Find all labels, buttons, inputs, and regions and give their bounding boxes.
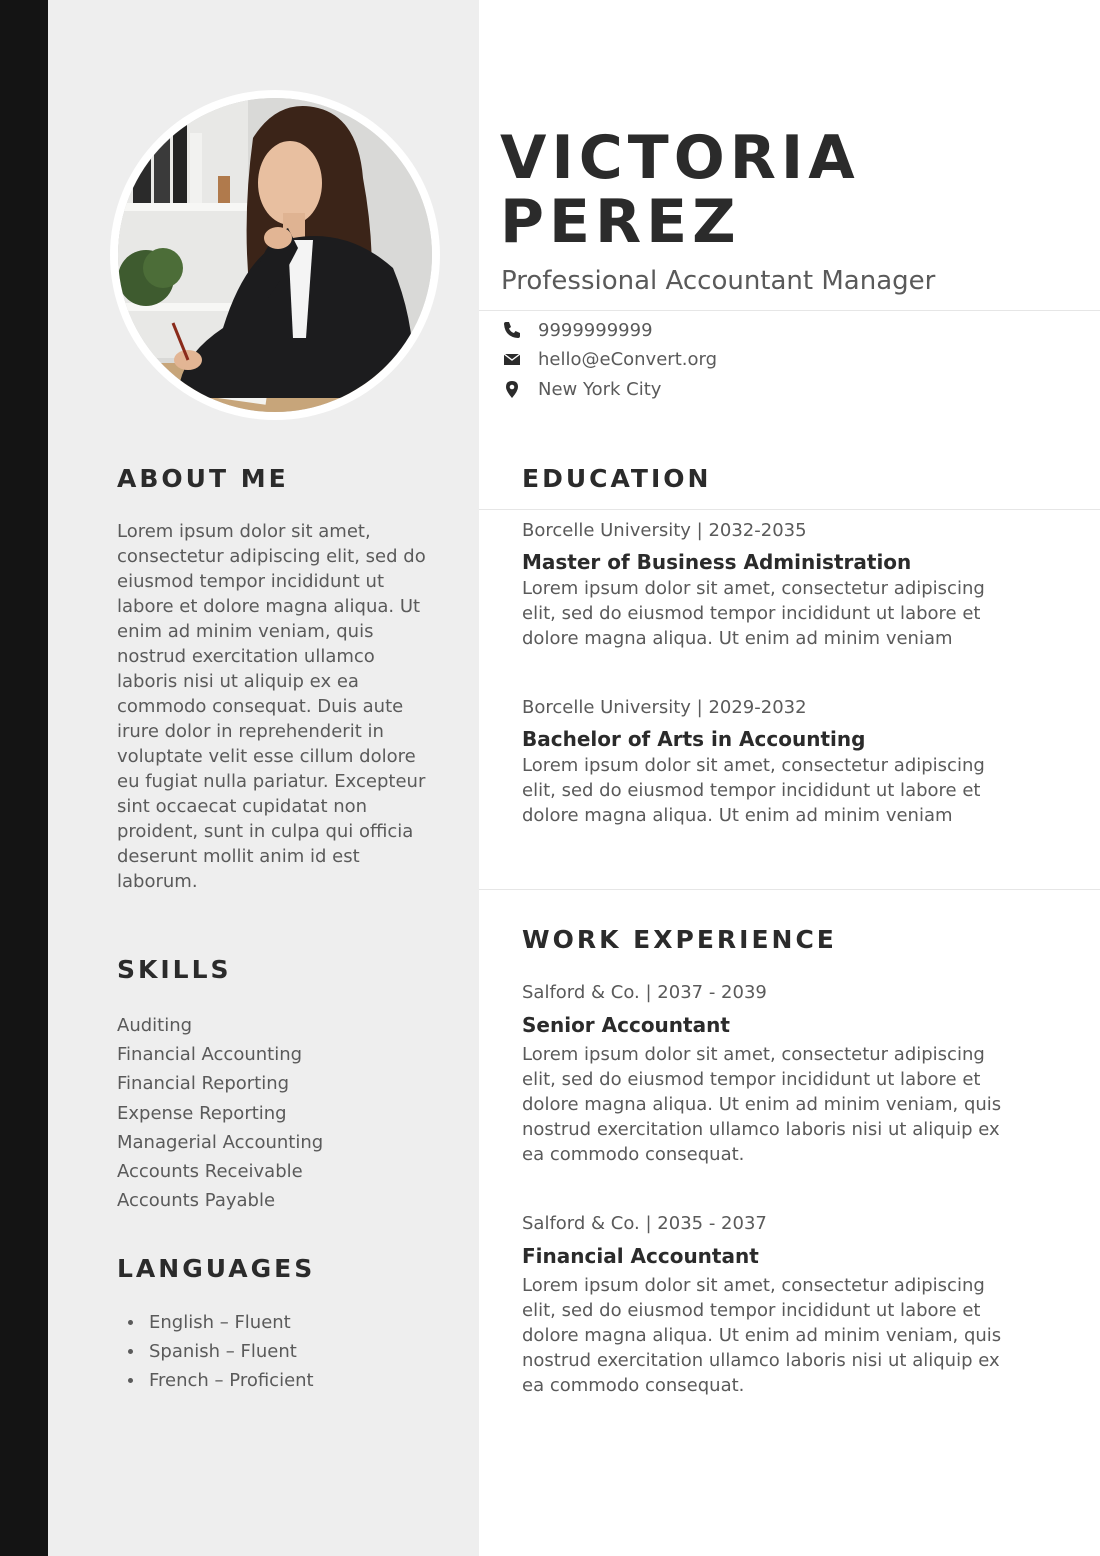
skills-heading: SKILLS [117,955,232,984]
work-heading: WORK EXPERIENCE [522,925,837,954]
skill-item: Accounts Payable [117,1190,276,1212]
languages-list [117,1308,314,1395]
education-divider [479,509,1100,510]
languages-heading: LANGUAGES [117,1254,316,1283]
contact-location [502,377,661,401]
language-item: Spanish – Fluent [117,1337,314,1366]
phone-icon [502,320,522,340]
work-description: Lorem ipsum dolor sit amet, consectetur adipiscing elit, sed do eiusmod tempor incididunt ut labore et dolore magna aliqua. Ut enim ad minim veniam, quis nostrud exercitation ullamco laboris nisi ut aliquip ex ea commodo consequat. [522,1044,1002,1165]
work-meta: Salford & Co. | 2035 - 2037 [522,1213,767,1234]
first-name: VICTORIA [500,123,860,193]
header-divider [479,310,1100,311]
skill-item: Accounts Receivable [117,1161,303,1183]
education-description: Lorem ipsum dolor sit amet, consectetur adipiscing elit, sed do eiusmod tempor incididunt ut labore et dolore magna aliqua. Ut enim ad minim veniam [522,578,985,649]
skill-item: Financial Accounting [117,1044,303,1066]
education-heading: EDUCATION [522,464,712,493]
location-pin-icon [502,379,522,399]
profile-photo [118,98,432,412]
skill-item: Expense Reporting [117,1102,287,1124]
section-divider [479,889,1100,890]
candidate-name [500,123,860,257]
location-text: New York City [538,378,662,400]
skills-list [117,1011,323,1215]
skill-item: Auditing [117,1015,193,1036]
sidebar-accent-strip [0,0,48,1556]
education-meta: Borcelle University | 2032-2035 [522,520,807,541]
about-heading: ABOUT ME [117,464,289,493]
skill-item: Managerial Accounting [117,1131,324,1153]
education-description: Lorem ipsum dolor sit amet, consectetur adipiscing elit, sed do eiusmod tempor incididunt ut labore et dolore magna aliqua. Ut enim ad minim veniam [522,755,985,826]
last-name: PEREZ [500,187,741,257]
about-text: Lorem ipsum dolor sit amet, consectetur adipiscing elit, sed do eiusmod tempor incididunt ut labore et dolore magna aliqua. Ut enim ad minim veniam, quis nostrud exercitation ullamco laboris nisi ut aliquip ex ea commodo consequat. Duis aute irure dolor in reprehenderit in voluptate velit esse cillum dolore eu fugiat nulla pariatur. Excepteur sint occaecat cupidatat non proident, sunt in culpa qui officia deserunt mollit anim id est laborum. [117,521,426,892]
job-title: Professional Accountant Manager [501,266,936,296]
work-role: Financial Accountant [522,1244,759,1268]
work-description: Lorem ipsum dolor sit amet, consectetur adipiscing elit, sed do eiusmod tempor incididunt ut labore et dolore magna aliqua. Ut enim ad minim veniam, quis nostrud exercitation ullamco laboris nisi ut aliquip ex ea commodo consequat. [522,1275,1002,1396]
education-degree: Bachelor of Arts in Accounting [522,727,866,751]
mail-icon [502,349,522,369]
portrait-illustration [118,98,432,412]
contact-email [502,347,717,371]
education-degree: Master of Business Administration [522,550,912,574]
skill-item: Financial Reporting [117,1073,290,1095]
language-item: English – Fluent [117,1308,314,1337]
education-meta: Borcelle University | 2029-2032 [522,697,807,718]
work-meta: Salford & Co. | 2037 - 2039 [522,982,767,1003]
phone-number: 9999999999 [538,319,653,341]
contact-phone [502,318,653,342]
email-address: hello@eConvert.org [538,348,717,370]
language-item: French – Proficient [117,1366,314,1395]
work-role: Senior Accountant [522,1013,730,1037]
